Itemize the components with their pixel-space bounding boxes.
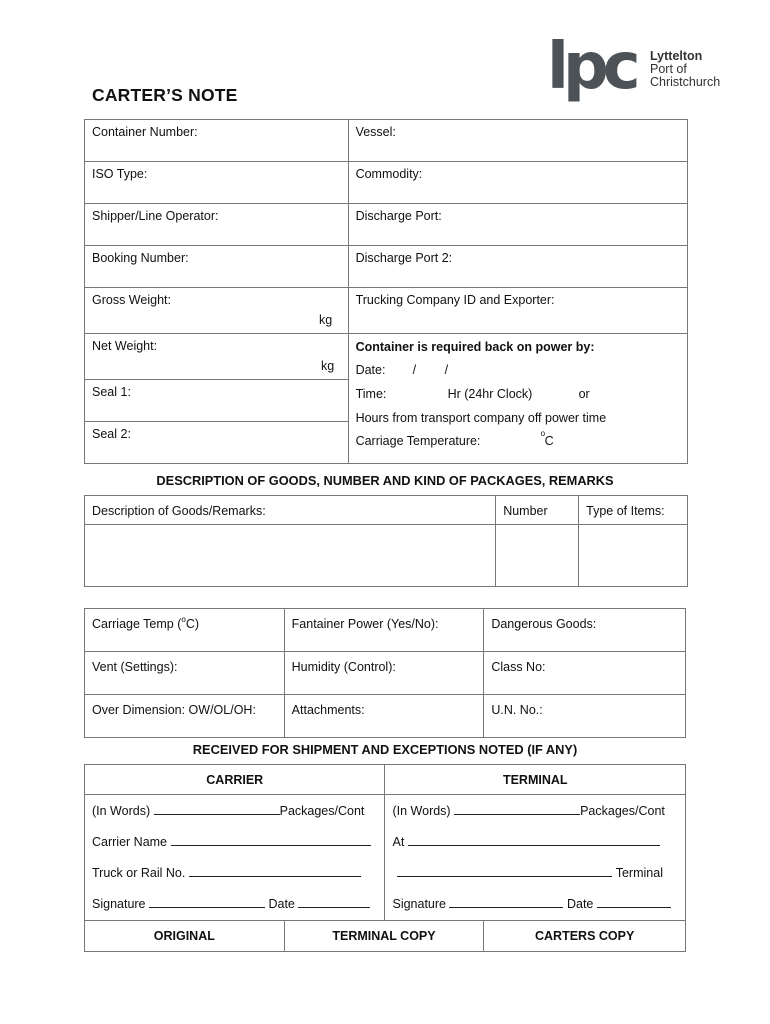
terminal-section <box>385 795 686 921</box>
discharge-port-label: Discharge Port: <box>355 209 442 223</box>
shipper-label: Shipper/Line Operator: <box>92 209 219 223</box>
terminal-in-words-row[interactable] <box>392 804 664 818</box>
carrier-name-line[interactable] <box>171 835 371 846</box>
brand-line-3: Christchurch <box>650 75 721 89</box>
trucking-company-field[interactable] <box>348 288 687 334</box>
carriage-temperature-label: Carriage Temperature: <box>355 434 481 448</box>
iso-type-field[interactable] <box>85 162 349 204</box>
terminal-signature-row[interactable] <box>392 897 670 911</box>
vessel-field[interactable] <box>348 120 687 162</box>
type-header-label: Type of Items: <box>586 504 665 518</box>
terminal-name-row[interactable] <box>397 866 663 880</box>
terminal-in-words-label: (In Words) <box>392 804 451 818</box>
booking-number-field[interactable] <box>85 246 349 288</box>
seal-2-field[interactable] <box>85 422 349 464</box>
humidity-field[interactable] <box>284 652 484 695</box>
or-label: or <box>578 387 590 401</box>
commodity-field[interactable] <box>348 162 687 204</box>
carriage-temp-field[interactable] <box>85 609 285 652</box>
dangerous-goods-label: Dangerous Goods: <box>491 617 597 631</box>
carrier-date-line[interactable] <box>298 897 370 908</box>
brand-line-1: Lyttelton <box>650 49 703 63</box>
time-label: Time: <box>355 387 387 401</box>
attachments-label: Attachments: <box>291 703 365 717</box>
carrier-in-words-label: (In Words) <box>92 804 151 818</box>
discharge-port-field[interactable] <box>348 204 687 246</box>
hr-clock-label: Hr (24hr Clock) <box>447 387 533 401</box>
over-dimension-label: Over Dimension: OW/OL/OH: <box>92 703 256 717</box>
carrier-date-label: Date <box>268 897 295 911</box>
terminal-at-label: At <box>392 835 405 849</box>
carrier-name-row[interactable] <box>92 835 371 849</box>
seal-2-label: Seal 2: <box>92 427 131 441</box>
specs-table <box>84 608 686 738</box>
carrier-name-label: Carrier Name <box>92 835 168 849</box>
terminal-signature-line[interactable] <box>449 897 563 908</box>
original-copy <box>85 921 285 952</box>
discharge-port-2-field[interactable] <box>348 246 687 288</box>
carriage-temp-label-b: C) <box>185 617 200 631</box>
description-header-label: Description of Goods/Remarks: <box>92 504 266 518</box>
vent-label: Vent (Settings): <box>92 660 178 674</box>
date-label: Date: <box>355 363 386 377</box>
fantainer-power-field[interactable] <box>284 609 484 652</box>
degree-symbol: o <box>540 429 546 438</box>
logo-lpc-text: lpc <box>547 36 635 102</box>
brand-line-2: Port of <box>650 62 687 76</box>
net-weight-unit: kg <box>321 359 335 373</box>
description-input[interactable] <box>85 525 496 587</box>
dangerous-goods-field[interactable] <box>484 609 686 652</box>
carrier-packages-label: Packages/Cont <box>279 804 365 818</box>
date-slash-2: / <box>444 363 449 377</box>
vent-field[interactable] <box>85 652 285 695</box>
truck-rail-label: Truck or Rail No. <box>92 866 186 880</box>
vessel-label: Vessel: <box>355 125 396 139</box>
carriage-temp-degree: o <box>181 615 186 624</box>
terminal-signature-label: Signature <box>392 897 446 911</box>
container-info-table <box>84 119 688 464</box>
terminal-name-line[interactable] <box>397 866 612 877</box>
seal-1-field[interactable] <box>85 380 349 422</box>
gross-weight-label: Gross Weight: <box>92 293 171 307</box>
net-weight-label: Net Weight: <box>92 339 158 353</box>
terminal-label: Terminal <box>615 866 663 880</box>
truck-rail-row[interactable] <box>92 866 361 880</box>
shipper-field[interactable] <box>85 204 349 246</box>
goods-section-title: DESCRIPTION OF GOODS, NUMBER AND KIND OF PACKAGES, REMARKS <box>156 473 614 488</box>
class-no-label: Class No: <box>491 660 546 674</box>
carrier-in-words-row[interactable] <box>92 804 364 818</box>
terminal-copy <box>284 921 484 952</box>
commodity-label: Commodity: <box>355 167 423 181</box>
celsius-unit: C <box>544 434 554 448</box>
terminal-at-line[interactable] <box>408 835 660 846</box>
terminal-header-label: TERMINAL <box>502 772 568 787</box>
hours-off-power-label: Hours from transport company off power time <box>355 411 607 425</box>
number-header-label: Number <box>503 504 548 518</box>
gross-weight-field[interactable] <box>85 288 349 334</box>
terminal-date-label: Date <box>566 897 594 911</box>
humidity-label: Humidity (Control): <box>291 660 396 674</box>
class-no-field[interactable] <box>484 652 686 695</box>
gross-weight-unit: kg <box>319 313 333 327</box>
carrier-header-label: CARRIER <box>206 772 264 787</box>
date-slash-1: / <box>412 363 417 377</box>
carrier-in-words-line[interactable] <box>154 804 280 815</box>
carters-copy-label: CARTERS COPY <box>535 929 635 943</box>
original-copy-label: ORIGINAL <box>153 929 215 943</box>
brand-text <box>650 50 720 89</box>
terminal-copy-label: TERMINAL COPY <box>332 929 436 943</box>
iso-type-label: ISO Type: <box>92 167 148 181</box>
type-input[interactable] <box>579 525 688 587</box>
discharge-port-2-label: Discharge Port 2: <box>355 251 453 265</box>
page-title: CARTER’S NOTE <box>92 85 238 105</box>
over-dimension-field[interactable] <box>85 695 285 738</box>
terminal-at-row[interactable] <box>392 835 659 849</box>
number-header <box>496 496 579 525</box>
type-header <box>579 496 688 525</box>
truck-rail-line[interactable] <box>189 866 361 877</box>
carrier-section <box>85 795 385 921</box>
copies-table <box>84 920 686 952</box>
description-header <box>85 496 496 525</box>
power-title: Container is required back on power by: <box>355 340 595 354</box>
carrier-header <box>85 765 385 795</box>
trucking-company-label: Trucking Company ID and Exporter: <box>355 293 555 307</box>
received-table <box>84 764 686 921</box>
number-input[interactable] <box>496 525 579 587</box>
attachments-field[interactable] <box>284 695 484 738</box>
received-section-title: RECEIVED FOR SHIPMENT AND EXCEPTIONS NOTED (IF ANY) <box>192 742 578 757</box>
terminal-packages-label: Packages/Cont <box>580 804 665 818</box>
un-no-label: U.N. No.: <box>491 703 543 717</box>
terminal-in-words-line[interactable] <box>454 804 580 815</box>
booking-number-label: Booking Number: <box>92 251 189 265</box>
net-weight-field[interactable] <box>85 334 349 380</box>
carters-copy <box>484 921 686 952</box>
terminal-header <box>385 765 686 795</box>
terminal-date-line[interactable] <box>597 897 671 908</box>
carriage-temp-label-a: Carriage Temp ( <box>92 617 182 631</box>
goods-table <box>84 495 688 587</box>
power-requirements-cell <box>348 334 687 464</box>
seal-1-label: Seal 1: <box>92 385 131 399</box>
container-number-label: Container Number: <box>92 125 198 139</box>
carrier-signature-line[interactable] <box>149 897 265 908</box>
carrier-signature-row[interactable] <box>92 897 370 911</box>
fantainer-power-label: Fantainer Power (Yes/No): <box>291 617 439 631</box>
container-number-field[interactable] <box>85 120 349 162</box>
un-no-field[interactable] <box>484 695 686 738</box>
carrier-signature-label: Signature <box>92 897 146 911</box>
